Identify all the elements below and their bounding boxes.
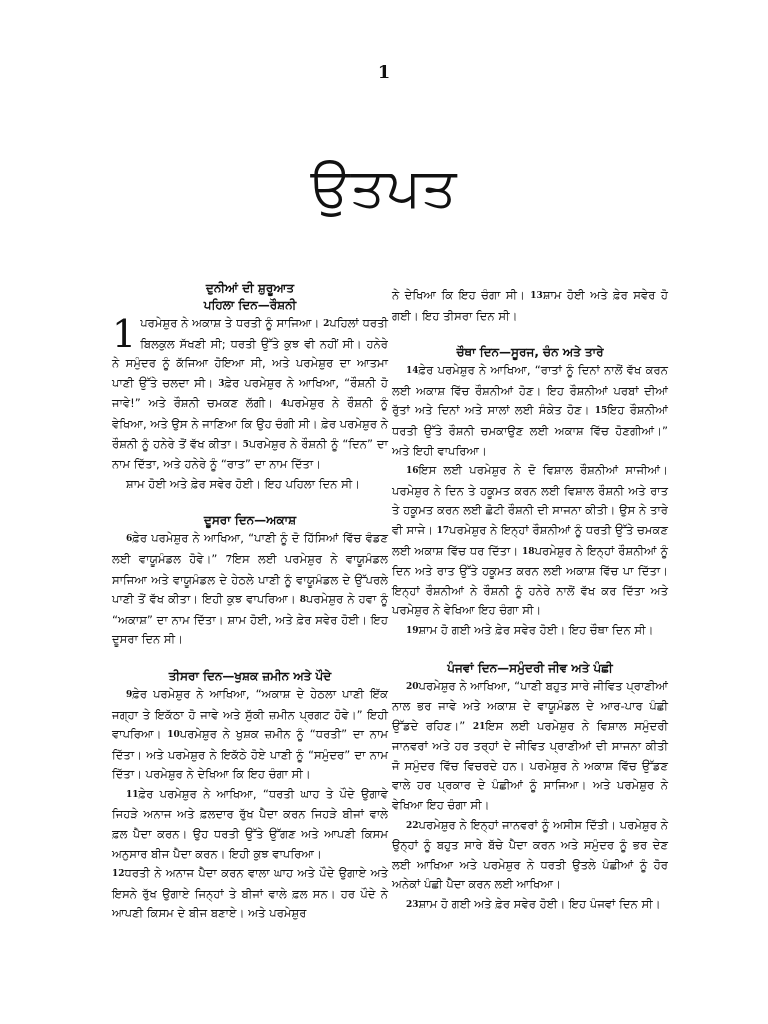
verse-number: 12 bbox=[112, 869, 125, 880]
verse-text: ਫ਼ੇਰ ਪਰਮੇਸ਼ੁਰ ਨੇ ਆਖਿਆ, “ਰੌਸ਼ਨੀ ਹੋ ਜਾਵੇ!” ਅਤੇ ਰੌਸ਼ਨੀ ਚਮਕਣ ਲੱਗੀ। bbox=[112, 375, 388, 411]
verse-text: ਸ਼ਾਮ ਹੋਈ ਅਤੇ ਫ਼ੇਰ ਸਵੇਰ ਹੋ ਗਈ। ਇਹ ਤੀਸਰਾ ਦਿਨ ਸੀ। bbox=[392, 288, 668, 323]
section-heading-day-three: ਤੀਸਰਾ ਦਿਨ—ਖੁਸ਼ਕ ਜ਼ਮੀਨ ਅਤੇ ਪੌਦੇ bbox=[168, 668, 332, 683]
verse-number: 10 bbox=[167, 730, 180, 741]
verse-number: 9 bbox=[126, 689, 133, 700]
verse-number: 23 bbox=[406, 900, 419, 911]
paragraph-6 bbox=[112, 864, 388, 924]
verse-number: 8 bbox=[299, 595, 307, 606]
paragraph-9 bbox=[392, 461, 668, 621]
page-number: 1 bbox=[377, 62, 391, 83]
verse-text: ਪਰਮੇਸ਼ੁਰ ਨੇ ਖੁਸ਼ਕ ਜ਼ਮੀਨ ਨੂੰ “ਧਰਤੀ” ਦਾ ਨਾਮ ਦਿੱਤਾ। ਅਤੇ ਪਰਮੇਸ਼ੁਰ ਨੇ ਇਕੱਠੇ ਹੋਏ ਪਾਣੀ ਨੂੰ “ਸਮੁੰਦਰ” ਦਾ ਨਾਮ ਦਿੱਤਾ। ਪਰਮੇਸ਼ੁਰ ਨੇ ਦੇਖਿਆ ਕਿ ਇਹ ਚੰਗਾ ਸੀ। bbox=[112, 727, 388, 782]
section-heading-day-two: ਦੂਸਰਾ ਦਿਨ—ਅਕਾਸ਼ bbox=[203, 513, 297, 528]
chapter-number: 1 bbox=[112, 312, 137, 356]
verse-number: 5 bbox=[242, 439, 249, 450]
paragraph-1 bbox=[112, 314, 388, 475]
verse-text: ਪਰਮੇਸ਼ੁਰ ਨੇ ਆਖਿਆ, “ਪਾਣੀ ਬਹੁਤ ਸਾਰੇ ਜੀਵਿਤ ਪ੍ਰਾਣੀਆਂ ਨਾਲ ਭਰ ਜਾਵੇ ਅਤੇ ਅਕਾਸ਼ ਦੇ ਵਾਯੂਮੰਡਲ ਦੇ ਆਰ-ਪਾਰ ਪੰਛੀ ਉੱਡਦੇ ਰਹਿਣ।” bbox=[392, 678, 668, 733]
verse-text: ਫ਼ੇਰ ਪਰਮੇਸ਼ੁਰ ਨੇ ਆਖਿਆ, “ਰਾਤਾਂ ਨੂੰ ਦਿਨਾਂ ਨਾਲੋਂ ਵੱਖ ਕਰਨ ਲਈ ਅਕਾਸ਼ ਵਿੱਚ ਰੌਸ਼ਨੀਆਂ ਹੋਣ। ਇਹ ਰੌਸ਼ਨੀਆਂ ਪਰਬਾਂ ਦੀਆਂ ਰੁੱਤਾਂ ਅਤੇ ਦਿਨਾਂ ਅਤੇ ਸਾਲਾਂ ਲਈ ਸੰਕੇਤ ਹੋਣ। bbox=[392, 363, 668, 418]
book-title: ਉਤਪਤ bbox=[310, 156, 458, 219]
verse-text: ਇਸ ਲਈ ਪਰਮੇਸ਼ੁਰ ਨੇ ਵਾਯੂਮੰਡਲ ਸਾਜਿਆ ਅਤੇ ਵਾਯੂਮੰਡਲ ਦੇ ਹੇਠਲੇ ਪਾਣੀ ਨੂੰ ਵਾਯੂਮੰਡਲ ਦੇ ਉੱਪਰਲੇ ਪਾਣੀ ਤੋਂ ਵੱਖ ਕੀਤਾ। ਇਹੀ ਕੁਝ ਵਾਪਰਿਆ। bbox=[112, 551, 388, 607]
verse-text: ਪਰਮੇਸ਼ੁਰ ਨੇ ਰੌਸ਼ਨੀ ਨੂੰ “ਦਿਨ” ਦਾ ਨਾਮ ਦਿੱਤਾ, ਅਤੇ ਹਨੇਰੇ ਨੂੰ “ਰਾਤ” ਦਾ ਨਾਮ ਦਿੱਤਾ। bbox=[112, 436, 388, 472]
verse-text: ਇਸ ਲਈ ਪਰਮੇਸ਼ੁਰ ਨੇ ਵਿਸ਼ਾਲ ਸਮੁੰਦਰੀ ਜਾਨਵਰਾਂ ਅਤੇ ਹਰ ਤਰ੍ਹਾਂ ਦੇ ਜੀਵਿਤ ਪ੍ਰਾਣੀਆਂ ਦੀ ਸਾਜਨਾ ਕੀਤੀ ਜੋ ਸਮੁੰਦਰ ਵਿੱਚ ਵਿਚਰਦੇ ਹਨ। ਪਰਮੇਸ਼ੁਰ ਨੇ ਅਕਾਸ਼ ਵਿੱਚ ਉੱਡਣ ਵਾਲੇ ਹਰ ਪ੍ਰਕਾਰ ਦੇ ਪੰਛੀਆਂ ਨੂੰ ਸਾਜਿਆ। ਅਤੇ ਪਰਮੇਸ਼ੁਰ ਨੇ ਵੇਖਿਆ ਇਹ ਚੰਗਾ ਸੀ। bbox=[392, 718, 668, 813]
paragraph-4 bbox=[112, 685, 388, 785]
verse-text: ਧਰਤੀ ਨੇ ਅਨਾਜ ਪੈਦਾ ਕਰਨ ਵਾਲਾ ਘਾਹ ਅਤੇ ਪੌਦੇ ਉਗਾਏ ਅਤੇ ਇਸਨੇ ਰੁੱਖ ਉਗਾਏ ਜਿਨ੍ਹਾਂ ਤੇ ਬੀਜਾਂ ਵਾਲੇ ਫ਼ਲ ਸਨ। ਹਰ ਪੌਦੇ ਨੇ ਆਪਣੀ ਕਿਸਮ ਦੇ ਬੀਜ ਬਣਾਏ। ਅਤੇ ਪਰਮੇਸ਼ੁਰ bbox=[112, 866, 388, 921]
verse-number: 3 bbox=[218, 378, 225, 389]
verse-number: 16 bbox=[406, 466, 419, 477]
verse-number: 7 bbox=[225, 554, 232, 565]
verse-number: 21 bbox=[472, 721, 486, 732]
verse-text: ਪਰਮੇਸ਼ੁਰ ਨੇ ਇਨ੍ਹਾਂ ਰੌਸ਼ਨੀਆਂ ਨੂੰ ਦਿਨ ਅਤੇ ਰਾਤ ਉੱਤੇ ਹਕੂਮਤ ਕਰਨ ਲਈ ਅਕਾਸ਼ ਵਿੱਚ ਪਾ ਦਿੱਤਾ। ਇਨ੍ਹਾਂ ਰੌਸ਼ਨੀਆਂ ਨੇ ਰੌਸ਼ਨੀ ਨੂੰ ਹਨੇਰੇ ਨਾਲੋਂ ਵੱਖ ਕਰ ਦਿੱਤਾ ਅਤੇ ਪਰਮੇਸ਼ੁਰ ਨੇ ਵੇਖਿਆ ਇਹ ਚੰਗਾ ਸੀ। bbox=[392, 543, 668, 618]
verse-number: 22 bbox=[406, 820, 419, 831]
verse-text: ਸ਼ਾਮ ਹੋ ਗਈ ਅਤੇ ਫ਼ੇਰ ਸਵੇਰ ਹੋਈ। ਇਹ ਪੰਜਵਾਂ ਦਿਨ ਸੀ। bbox=[418, 897, 661, 912]
verse-text: ਸ਼ਾਮ ਹੋਈ ਅਤੇ ਫ਼ੇਰ ਸਵੇਰ ਹੋਈ। ਇਹ ਪਹਿਲਾ ਦਿਨ ਸੀ। bbox=[126, 476, 361, 491]
verse-text: ਪਰਮੇਸ਼ੁਰ ਨੇ ਰੌਸ਼ਨੀ ਨੂੰ ਵੇਖਿਆ, ਅਤੇ ਉਸ ਨੇ ਜਾਣਿਆ ਕਿ ਉਹ ਚੰਗੀ ਸੀ। ਫ਼ੇਰ ਪਰਮੇਸ਼ੁਰ ਨੇ ਰੌਸ਼ਨੀ ਨੂੰ ਹਨੇਰੇ ਤੋਂ ਵੱਖ ਕੀਤਾ। bbox=[112, 396, 388, 451]
verse-number: 2 bbox=[323, 319, 330, 329]
verse-text: ਪਰਮੇਸ਼ੁਰ ਨੇ ਹਵਾ ਨੂੰ “ਅਕਾਸ਼” ਦਾ ਨਾਮ ਦਿੱਤਾ। ਸ਼ਾਮ ਹੋਈ, ਅਤੇ ਫ਼ੇਰ ਸਵੇਰ ਹੋਈ। ਇਹ ਦੂਸਰਾ ਦਿਨ ਸੀ। bbox=[112, 592, 388, 647]
verse-number: 19 bbox=[406, 625, 419, 636]
paragraph-2 bbox=[112, 475, 388, 495]
verse-number: 13 bbox=[530, 291, 543, 301]
verse-text: ਇਹ ਰੌਸ਼ਨੀਆਂ ਧਰਤੀ ਉੱਤੇ ਰੌਸ਼ਨੀ ਚਮਕਾਉਣ ਲਈ ਅਕਾਸ਼ ਵਿੱਚ ਹੋਣਗੀਆਂ।” ਅਤੇ ਇਹੀ ਵਾਪਰਿਆ। bbox=[392, 403, 668, 458]
section-heading-day-five: ਪੰਜਵਾਂ ਦਿਨ—ਸਮੁੰਦਰੀ ਜੀਵ ਅਤੇ ਪੰਛੀ bbox=[447, 660, 613, 675]
paragraph-12 bbox=[392, 816, 668, 895]
verse-text: ਪਰਮੇਸ਼ੁਰ ਨੇ ਇਨ੍ਹਾਂ ਜਾਨਵਰਾਂ ਨੂੰ ਅਸੀਸ ਦਿੱਤੀ। ਪਰਮੇਸ਼ੁਰ ਨੇ ਉਨ੍ਹਾਂ ਨੂੰ ਬਹੁਤ ਸਾਰੇ ਬੱਚੇ ਪੈਦਾ ਕਰਨ ਅਤੇ ਸਮੁੰਦਰ ਨੂੰ ਭਰ ਦੇਣ ਲਈ ਆਖਿਆ ਅਤੇ ਪਰਮੇਸ਼ੁਰ ਨੇ ਧਰਤੀ ਉਤਲੇ ਪੰਛੀਆਂ ਨੂੰ ਹੋਰ ਅਨੇਕਾਂ ਪੰਛੀ ਪੈਦਾ ਕਰਨ ਲਈ ਆਖਿਆ। bbox=[392, 817, 668, 892]
verse-number: 6 bbox=[126, 534, 133, 545]
left-column bbox=[112, 280, 388, 924]
section-heading-day-four: ਚੌਥਾ ਦਿਨ—ਸੂਰਜ, ਚੰਨ ਅਤੇ ਤਾਰੇ bbox=[456, 345, 604, 360]
verse-text: ਪਰਮੇਸ਼ੁਰ ਨੇ ਅਕਾਸ਼ ਤੇ ਧਰਤੀ ਨੂੰ ਸਾਜਿਆ। bbox=[140, 316, 324, 330]
verse-text: ਫ਼ੇਰ ਪਰਮੇਸ਼ੁਰ ਨੇ ਆਖਿਆ, “ਪਾਣੀ ਨੂੰ ਦੋ ਹਿੱਸਿਆਂ ਵਿੱਚ ਵੰਡਣ ਲਈ ਵਾਯੂਮੰਡਲ ਹੋਵੇ।” bbox=[112, 531, 388, 566]
paragraph-8 bbox=[392, 361, 668, 461]
verse-number: 20 bbox=[406, 681, 419, 692]
verse-number: 15 bbox=[594, 406, 608, 417]
section-heading-day-one: ਪਹਿਲਾ ਦਿਨ—ਰੌਸ਼ਨੀ bbox=[203, 298, 297, 312]
verse-text: ਨੇ ਦੇਖਿਆ ਕਿ ਇਹ ਚੰਗਾ ਸੀ। bbox=[392, 288, 531, 302]
section-heading-beginning: ਦੁਨੀਆਂ ਦੀ ਸ਼ੁਰੂਆਤ bbox=[205, 281, 295, 295]
verse-number: 11 bbox=[126, 789, 139, 800]
verse-text: ਪਹਿਲਾਂ ਧਰਤੀ ਬਿਲਕੁਲ ਸੱਖਣੀ ਸੀ; ਧਰਤੀ ਉੱਤੇ ਕੁਝ ਵੀ ਨਹੀਂ ਸੀ। ਹਨੇਰੇ ਨੇ ਸਮੁੰਦਰ ਨੂੰ ਕੱਜਿਆ ਹੋਇਆ ਸੀ, ਅਤੇ ਪਰਮੇਸ਼ੁਰ ਦਾ ਆਤਮਾ ਪਾਣੀ ਉੱਤੇ ਚਲਦਾ ਸੀ। bbox=[112, 316, 388, 390]
verse-text: ਪਰਮੇਸ਼ੁਰ ਨੇ ਇਨ੍ਹਾਂ ਰੌਸ਼ਨੀਆਂ ਨੂੰ ਧਰਤੀ ਉੱਤੇ ਚਮਕਣ ਲਈ ਅਕਾਸ਼ ਵਿੱਚ ਧਰ ਦਿੱਤਾ। bbox=[392, 522, 668, 558]
verse-number: 4 bbox=[280, 399, 288, 410]
paragraph-5 bbox=[112, 785, 388, 864]
paragraph-7 bbox=[392, 286, 668, 326]
paragraph-11 bbox=[392, 677, 668, 816]
verse-number: 14 bbox=[406, 366, 419, 377]
verse-text: ਇਸ ਲਈ ਪਰਮੇਸ਼ੁਰ ਨੇ ਦੋ ਵਿਸ਼ਾਲ ਰੌਸ਼ਨੀਆਂ ਸਾਜੀਆਂ। ਪਰਮੇਸ਼ੁਰ ਨੇ ਦਿਨ ਤੇ ਹਕੂਮਤ ਕਰਨ ਲਈ ਵਿਸ਼ਾਲ ਰੌਸ਼ਨੀ ਅਤੇ ਰਾਤ ਤੇ ਹਕੂਮਤ ਕਰਨ ਲਈ ਛੋਟੀ ਰੌਸ਼ਨੀ ਦੀ ਸਾਜਨਾ ਕੀਤੀ। ਉਸ ਨੇ ਤਾਰੇ ਵੀ ਸਾਜੇ। bbox=[392, 463, 668, 537]
verse-text: ਸ਼ਾਮ ਹੋ ਗਈ ਅਤੇ ਫ਼ੇਰ ਸਵੇਰ ਹੋਈ। ਇਹ ਚੌਥਾ ਦਿਨ ਸੀ। bbox=[418, 622, 654, 637]
paragraph-13 bbox=[392, 895, 668, 916]
verse-number: 18 bbox=[522, 546, 535, 557]
verse-text: ਫ਼ੇਰ ਪਰਮੇਸ਼ੁਰ ਨੇ ਆਖਿਆ, “ਅਕਾਸ਼ ਦੇ ਹੇਠਲਾ ਪਾਣੀ ਇੱਕ ਜਗ੍ਹਾ ਤੇ ਇਕੱਠਾ ਹੋ ਜਾਵੇ ਅਤੇ ਸੁੱਕੀ ਜ਼ਮੀਨ ਪ੍ਰਗਟ ਹੋਵੇ।” ਇਹੀ ਵਾਪਰਿਆ। bbox=[112, 686, 388, 742]
paragraph-3 bbox=[112, 529, 388, 650]
paragraph-10 bbox=[392, 621, 668, 642]
verse-text: ਫ਼ੇਰ ਪਰਮੇਸ਼ੁਰ ਨੇ ਆਖਿਆ, “ਧਰਤੀ ਘਾਹ ਤੇ ਪੌਦੇ ਉਗਾਵੇ ਜਿਹੜੇ ਅਨਾਜ ਅਤੇ ਫ਼ਲਦਾਰ ਰੁੱਖ ਪੈਦਾ ਕਰਨ ਜਿਹੜੇ ਬੀਜਾਂ ਵਾਲੇ ਫ਼ਲ ਪੈਦਾ ਕਰਨ। ਉਹ ਧਰਤੀ ਉੱਤੇ ਉੱਗਣ ਅਤੇ ਆਪਣੀ ਕਿਸਮ ਅਨੁਸਾਰ ਬੀਜ ਪੈਦਾ ਕਰਨ। ਇਹੀ ਕੁਝ ਵਾਪਰਿਆ। bbox=[112, 786, 388, 861]
right-column bbox=[392, 286, 668, 916]
verse-number: 17 bbox=[436, 525, 450, 536]
